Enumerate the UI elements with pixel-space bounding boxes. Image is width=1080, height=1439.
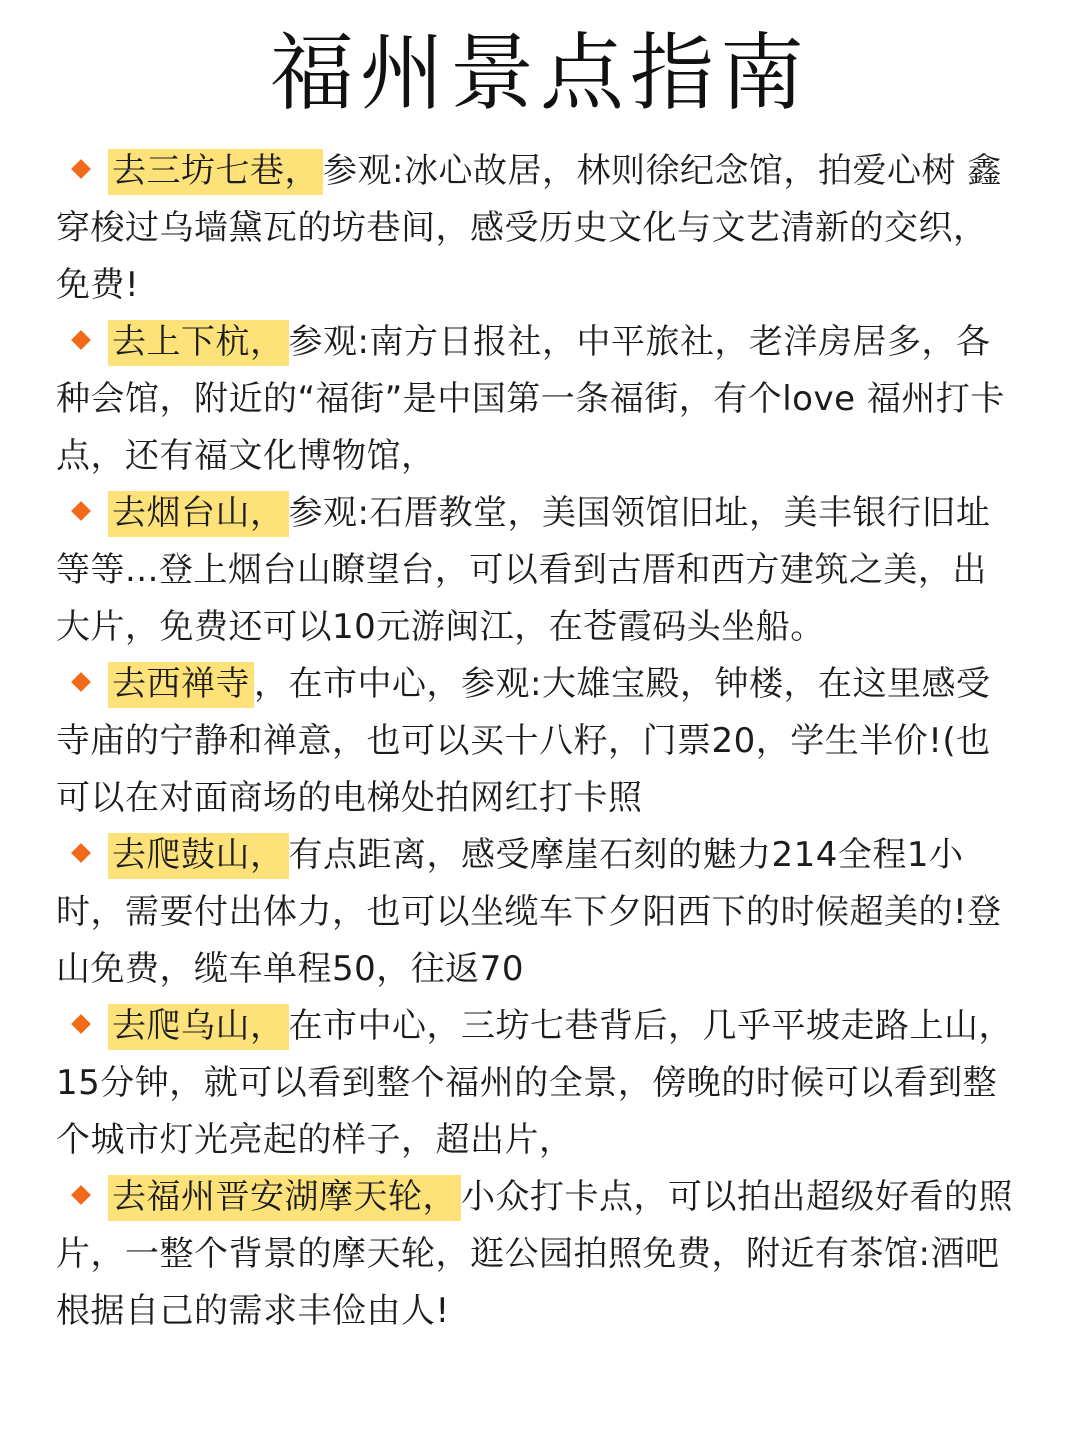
- guide-item-wushan: [56, 998, 1021, 1169]
- orange-diamond-icon: [71, 501, 91, 521]
- item-body: 参观:南方日报社，中平旅社，老洋房居多，各种会馆，附近的“福街”是中国第一条福街，有个love 福州打卡点，还有福文化博物馆，: [56, 322, 1005, 476]
- item-highlight: 去西禅寺: [108, 662, 254, 708]
- orange-diamond-icon: [71, 672, 91, 692]
- item-body: ，在市中心，参观:大雄宝殿，钟楼，在这里感受寺庙的宁静和禅意，也可以买十八籽，门票20，学生半价!(也可以在对面商场的电梯处拍网红打卡照: [56, 664, 991, 818]
- page-title: 福州景点指南: [269, 24, 810, 122]
- item-body: 小众打卡点，可以拍出超级好看的照片，一整个背景的摩天轮，逛公园拍照免费，附近有茶馆:酒吧根据自己的需求丰俭由人!: [56, 1177, 1013, 1331]
- item-highlight: 去三坊七巷，: [108, 149, 323, 195]
- orange-diamond-icon: [71, 330, 91, 350]
- item-highlight: 去福州晋安湖摩天轮，: [108, 1175, 461, 1221]
- guide-list: [56, 143, 1021, 1340]
- guide-item-sanfangqixiang: [56, 143, 1021, 314]
- item-body: 参观:冰心故居，林则徐纪念馆，拍爱心树 鑫穿梭过乌墙黛瓦的坊巷间，感受历史文化与文艺清新的交织，免费!: [56, 151, 1002, 305]
- guide-item-gushan: [56, 827, 1021, 998]
- guide-item-jinanhu-ferris-wheel: [56, 1169, 1021, 1340]
- item-body: 有点距离，感受摩崖石刻的魅力214全程1小时，需要付出体力，也可以坐缆车下夕阳西下的时候超美的!登山免费，缆车单程50，往返70: [56, 835, 1002, 989]
- orange-diamond-icon: [71, 843, 91, 863]
- item-highlight: 去爬乌山，: [108, 1004, 289, 1050]
- guide-item-xichansi: [56, 656, 1021, 827]
- orange-diamond-icon: [71, 1014, 91, 1034]
- item-highlight: 去上下杭，: [108, 320, 289, 366]
- guide-item-shangxiahang: [56, 314, 1021, 485]
- guide-item-yantaishan: [56, 485, 1021, 656]
- item-highlight: 去爬鼓山，: [108, 833, 289, 879]
- item-highlight: 去烟台山，: [108, 491, 289, 537]
- item-body: 参观:石厝教堂，美国领馆旧址，美丰银行旧址等等...登上烟台山瞭望台，可以看到古厝和西方建筑之美，出大片，免费还可以10元游闽江，在苍霞码头坐船。: [56, 493, 991, 647]
- orange-diamond-icon: [71, 1185, 91, 1205]
- orange-diamond-icon: [71, 159, 91, 179]
- item-body: 在市中心，三坊七巷背后，几乎平坡走路上山，15分钟，就可以看到整个福州的全景，傍晚的时候可以看到整个城市灯光亮起的样子，超出片，: [56, 1006, 1013, 1160]
